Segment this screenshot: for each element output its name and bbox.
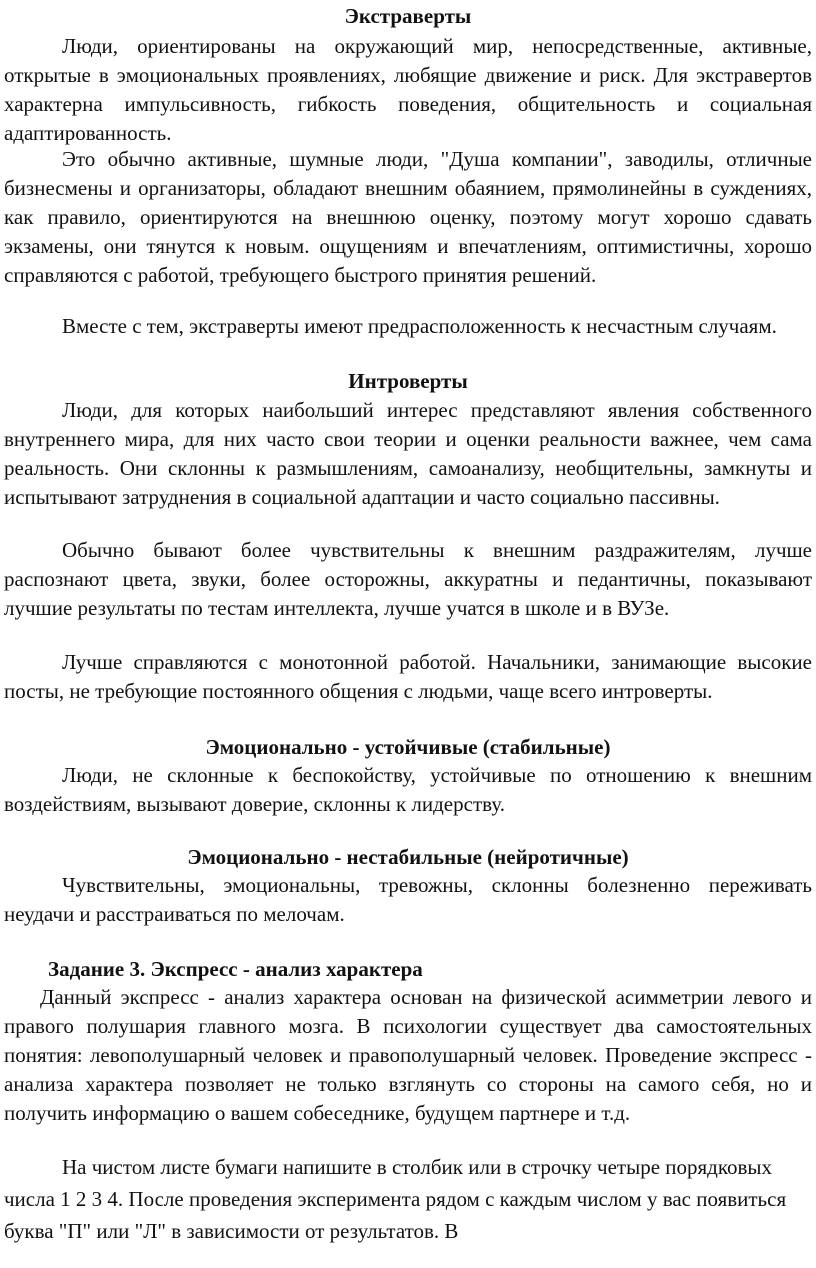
- paragraph-task-3-2: На чистом листе бумаги напишите в столбик или в строчку четыре порядковых числа 1 2 3 4. После проведения эксперимента рядом с каждым числом у вас появиться буква "П" или "Л" в зависимости от результатов. В: [4, 1155, 787, 1243]
- heading-task-3: Задание 3. Экспресс - анализ характера: [48, 957, 423, 981]
- heading-stable: Эмоционально - устойчивые (стабильные): [205, 735, 611, 759]
- paragraph-task-3-1: Данный экспресс - анализ характера основан на физической асимметрии левого и правого полушария главного мозга. В психологии существует два самостоятельных понятия: левополушарный человек и правополушарный человек. Проведение экспресс - анализа характера позволяет не только взглянуть со стороны на самого себя, но и получить информацию о вашем собеседнике, будущем партнере и т.д.: [4, 985, 812, 1125]
- paragraph-introverts-3: Лучше справляются с монотонной работой. Начальники, занимающие высокие посты, не требующие постоянного общения с людьми, чаще всего интроверты.: [4, 650, 812, 703]
- paragraph-extraverts-3: Вместе с тем, экстраверты имеют предрасположенность к несчастным случаям.: [62, 314, 777, 338]
- paragraph-unstable-1: Чувствительны, эмоциональны, тревожны, склонны болезненно переживать неудачи и расстраиваться по мелочам.: [4, 873, 812, 926]
- paragraph-extraverts-1: Люди, ориентированы на окружающий мир, непосредственные, активные, открытые в эмоциональных проявлениях, любящие движение и риск. Для экстравертов характерна импульсивность, гибкость поведения, общительность и социальная адаптированность.: [4, 34, 812, 145]
- paragraph-introverts-2: Обычно бывают более чувствительны к внешним раздражителям, лучше распознают цвета, звуки, более осторожны, аккуратны и педантичны, показывают лучшие результаты по тестам интеллекта, лучше учатся в школе и в ВУЗе.: [4, 538, 812, 620]
- paragraph-extraverts-2: Это обычно активные, шумные люди, "Душа компании", заводилы, отличные бизнесмены и организаторы, обладают внешним обаянием, прямолинейны в суждениях, как правило, ориентируются на внешнюю оценку, поэтому могут хорошо сдавать экзамены, они тянутся к новым. ощущениям и впечатлениям, оптимистичны, хорошо справляются с работой, требующего быстрого принятия решений.: [4, 147, 812, 287]
- paragraph-stable-1: Люди, не склонные к беспокойству, устойчивые по отношению к внешним воздействиям, вызывают доверие, склонны к лидерству.: [4, 763, 812, 816]
- heading-introverts: Интроверты: [348, 369, 468, 393]
- paragraph-introverts-1: Люди, для которых наибольший интерес представляют явления собственного внутреннего мира, для них часто свои теории и оценки реальности важнее, чем сама реальность. Они склонны к размышлениям, самоанализу, необщительны, замкнуты и испытывают затруднения в социальной адаптации и часто социально пассивны.: [4, 398, 812, 509]
- heading-extraverts: Экстраверты: [344, 4, 472, 28]
- heading-unstable: Эмоционально - нестабильные (нейротичные): [187, 845, 629, 869]
